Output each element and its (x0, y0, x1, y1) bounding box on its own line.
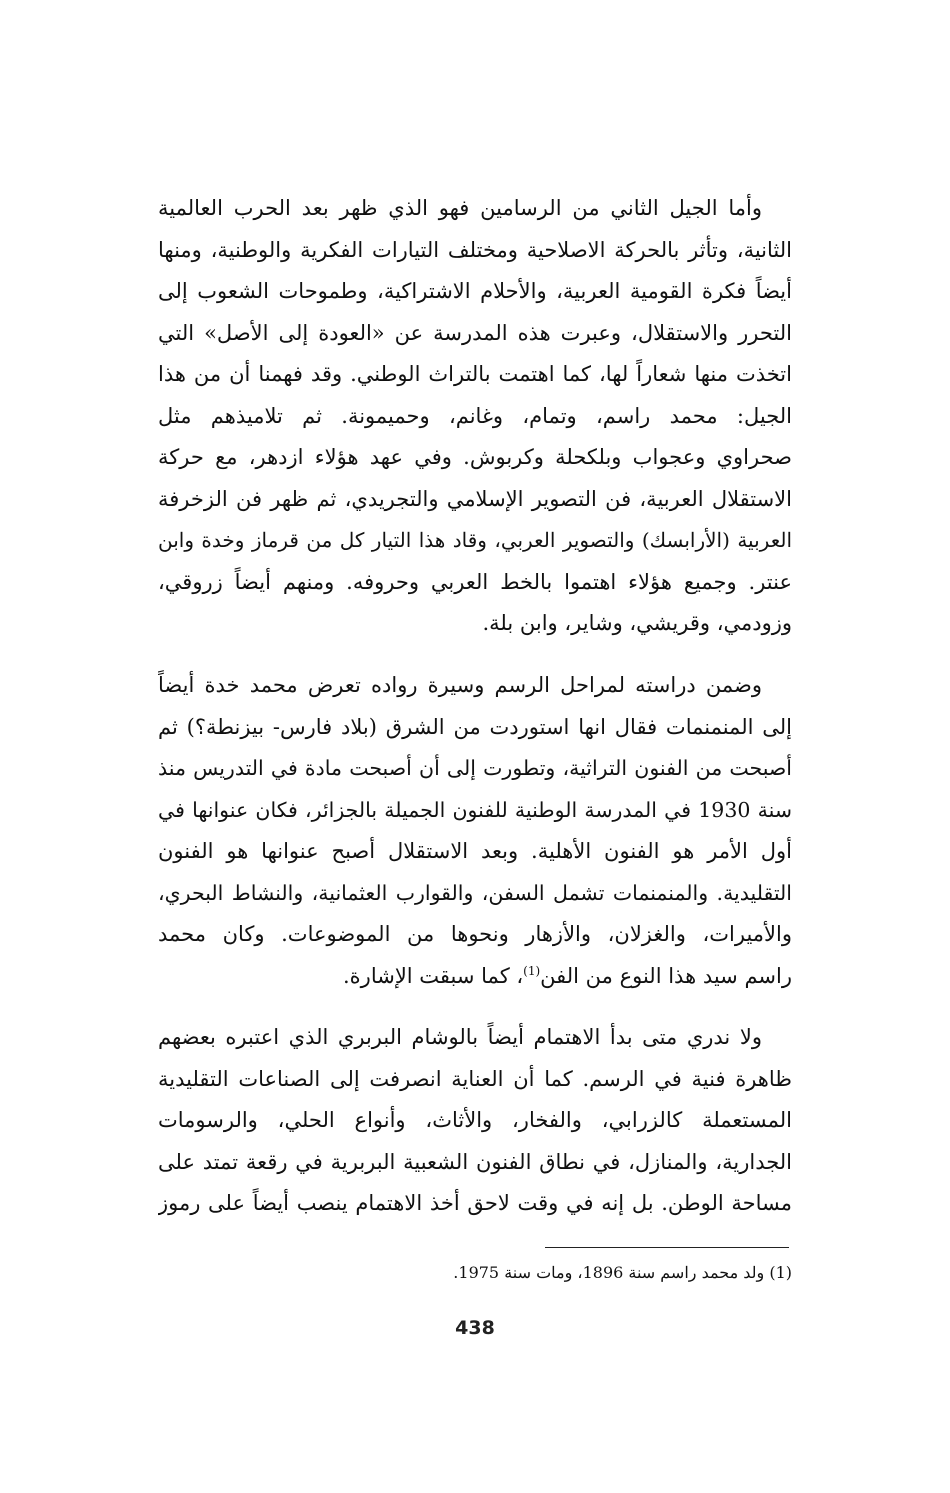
paragraph-1 (158, 188, 792, 645)
page-number: 438 (455, 1317, 495, 1339)
text-line: وضمن دراسته لمراحل الرسم وسيرة رواده تعرض محمد خدة أيضاً (158, 673, 762, 697)
footnote: (1) ولد محمد راسم سنة 1896، ومات سنة 1975. (453, 1263, 792, 1282)
text-line: عنتر. وجميع هؤلاء اهتموا بالخط العربي وحروفه. ومنهم أيضاً زروقي، (158, 569, 792, 594)
text-line: العربية (الأرابسك) والتصوير العربي، وقاد هذا التيار كل من قرماز وخدة وابن (158, 528, 792, 552)
text-line: ولا ندري متى بدأ الاهتمام أيضاً بالوشام البربري الذي اعتبره بعضهم (158, 1025, 762, 1049)
footnote-divider (545, 1247, 789, 1248)
text-line: والأميرات، والغزلان، والأزهار ونحوها من الموضوعات. وكان محمد (158, 922, 792, 946)
text-line: الاستقلال العربية، فن التصوير الإسلامي والتجريدي، ثم ظهر فن الزخرفة (158, 486, 792, 511)
text-line: أيضاً فكرة القومية العربية، والأحلام الاشتراكية، وطموحات الشعوب إلى (158, 279, 792, 303)
text-line: اتخذت منها شعاراً لها، كما اهتمت بالتراث الوطني. وقد فهمنا أن من هذا (158, 362, 792, 386)
text-line: المستعملة كالزرابي، والفخار، والأثاث، وأنواع الحلي، والرسومات (158, 1108, 792, 1132)
text-line: الثانية، وتأثر بالحركة الاصلاحية ومختلف التيارات الفكرية والوطنية، ومنها (158, 237, 792, 262)
text-segment: ، كما سبقت الإشارة. (343, 963, 524, 988)
text-line: الجيل: محمد راسم، وتمام، وغانم، وحميمونة. ثم تلاميذهم مثل (158, 403, 792, 428)
text-line: التقليدية. والمنمنمات تشمل السفن، والقوارب العثمانية، والنشاط البحري، (158, 880, 792, 905)
text-line: صحراوي وعجواب وبلكحلة وكربوش. وفي عهد هؤلاء ازدهر، مع حركة (158, 445, 792, 469)
text-line: إلى المنمنمات فقال انها استوردت من الشرق (بلاد فارس- بيزنطة؟) ثم (158, 714, 792, 739)
text-line: مساحة الوطن. بل إنه في وقت لاحق أخذ الاهتمام ينصب أيضاً على رموز (158, 1191, 792, 1215)
text-line: الجدارية، والمنازل، في نطاق الفنون الشعبية البربرية في رقعة تمتد على (158, 1149, 792, 1174)
text-line (158, 956, 792, 998)
text-line: وأما الجيل الثاني من الرسامين فهو الذي ظهر بعد الحرب العالمية (158, 196, 762, 220)
paragraph-3 (158, 1017, 792, 1225)
text-line: سنة 1930 في المدرسة الوطنية للفنون الجميلة بالجزائر، فكان عنوانها في (158, 797, 792, 822)
text-line: أصبحت من الفنون التراثية، وتطورت إلى أن أصبحت مادة في التدريس منذ (158, 756, 792, 780)
footnote-reference[interactable]: (1) (523, 963, 541, 978)
text-line: وزودمي، وقريشي، وشاير، وابن بلة. (482, 611, 792, 635)
text-line: ظاهرة فنية في الرسم. كما أن العناية انصرفت إلى الصناعات التقليدية (158, 1066, 792, 1091)
text-line: التحرر والاستقلال، وعبرت هذه المدرسة عن «العودة إلى الأصل» التي (158, 320, 792, 345)
text-segment: راسم سيد هذا النوع من الفن (540, 963, 792, 988)
paragraph-2 (158, 665, 792, 997)
text-line: أول الأمر هو الفنون الأهلية. وبعد الاستقلال أصبح عنوانها هو الفنون (158, 839, 792, 863)
